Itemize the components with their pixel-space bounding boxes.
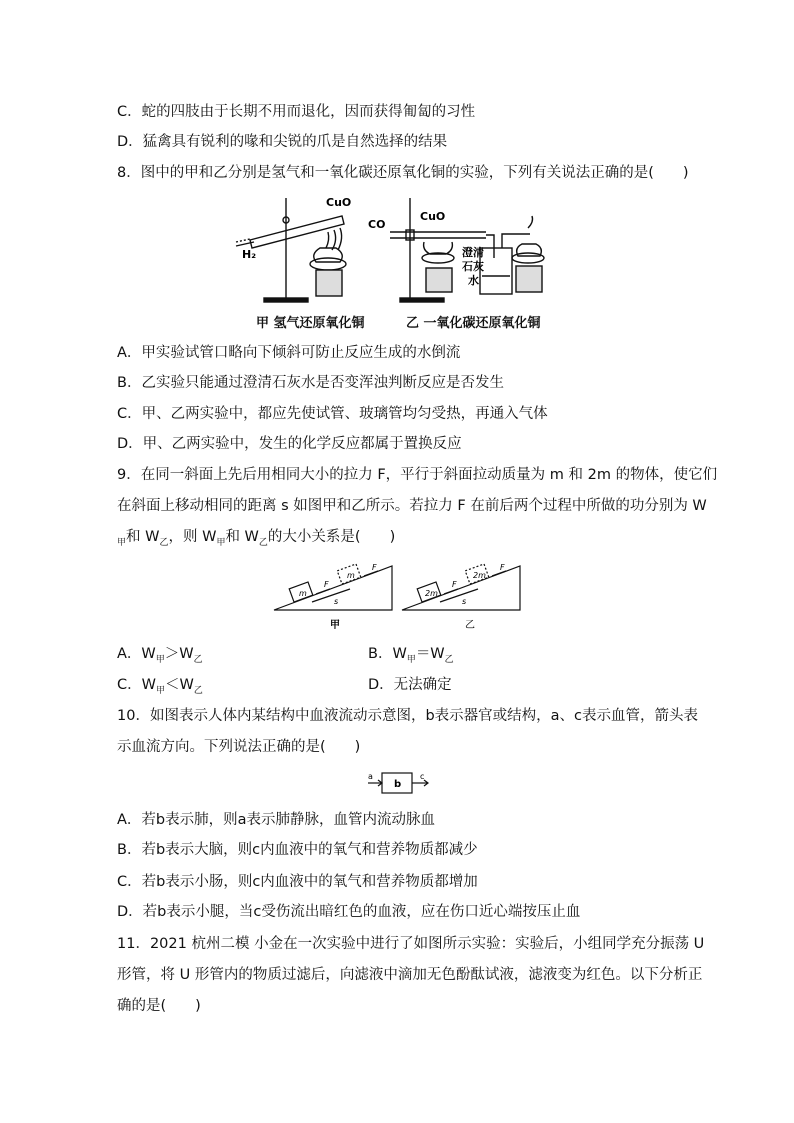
- q9-option-c: C．$W_甲<W_乙$: [117, 677, 203, 696]
- q8-option-d: D．甲、乙两实验中，发生的化学反应都属于置换反应: [117, 436, 462, 452]
- q10-blood-flow-figure: [362, 771, 434, 795]
- fig-label-co: CO: [368, 218, 386, 231]
- q11-line-1: 11．2021 杭州二模 小金在一次实验中进行了如图所示实验：实验后，小组同学充分振荡 U: [117, 936, 705, 952]
- q10-option-a: A．若b表示肺，则a表示肺静脉，血管内流动脉血: [117, 812, 436, 828]
- fig-label-h2: H₂: [242, 248, 257, 261]
- q10-line-1: 10．如图表示人体内某结构中血液流动示意图，b表示器官或结构，a、c表示血管，箭头表: [117, 708, 699, 724]
- fig-s-b: s: [462, 597, 467, 606]
- q8-caption-b: 乙 一氧化碳还原氧化铜: [406, 316, 541, 331]
- fig-m-b: m: [347, 571, 355, 580]
- q9-option-a: A．$W_甲>W_乙$: [117, 646, 203, 665]
- q7-option-d: D．猛禽具有锐利的喙和尖锐的爪是自然选择的结果: [117, 134, 448, 150]
- q9-line-3: $_甲$和 $W_乙$，则 $W_甲$和 $W_乙$的大小关系是( ): [117, 529, 396, 548]
- fig-s-a: s: [334, 597, 339, 606]
- q7-option-c: C．蛇的四肢由于长期不用而退化，因而获得匍匐的习性: [117, 104, 476, 120]
- q10-option-d: D．若b表示小腿，当c受伤流出暗红色的血液，应在伤口近心端按压止血: [117, 904, 581, 920]
- fig-caption-yi: 乙: [465, 620, 475, 631]
- q8-option-a: A．甲实验试管口略向下倾斜可防止反应生成的水倒流: [117, 345, 461, 361]
- q9-line-1: 9．在同一斜面上先后用相同大小的拉力 F，平行于斜面拉动质量为 m 和 2m 的物体，使它们: [117, 467, 718, 483]
- fig-f-a1: F: [324, 580, 329, 589]
- fig-f-b1: F: [452, 580, 457, 589]
- q8-option-c: C．甲、乙两实验中，都应先使试管、玻璃管均匀受热，再通入气体: [117, 406, 548, 422]
- q9-incline-figure: [272, 562, 522, 632]
- q10-option-c: C．若b表示小肠，则c内血液中的氧气和营养物质都增加: [117, 874, 478, 890]
- fig-label-limewater-3: 水: [468, 274, 479, 287]
- fig-2m-b: 2m: [473, 571, 486, 580]
- fig-2m-a: 2m: [425, 589, 438, 598]
- q8-caption-a: 甲 氢气还原氧化铜: [256, 316, 365, 331]
- fig-label-limewater-2: 石灰: [462, 260, 484, 273]
- fig-c-label: c: [420, 772, 425, 781]
- fig-caption-jia: 甲: [330, 620, 340, 631]
- q9-option-d: D．无法确定: [368, 677, 452, 693]
- fig-label-limewater-1: 澄清: [462, 246, 484, 259]
- q10-line-2: 示血流方向。下列说法正确的是( ): [117, 739, 361, 755]
- fig-a-label: a: [368, 772, 373, 781]
- q8-apparatus-figure: [230, 192, 570, 308]
- fig-label-cuo-a: CuO: [326, 196, 352, 209]
- fig-label-cuo-b: CuO: [420, 210, 446, 223]
- q11-line-3: 确的是( ): [117, 998, 201, 1014]
- fig-f-a2: F: [372, 563, 377, 572]
- fig-b-label: b: [394, 779, 402, 790]
- q10-option-b: B．若b表示大脑，则c内血液中的氧气和营养物质都减少: [117, 842, 478, 858]
- fig-f-b2: F: [500, 563, 505, 572]
- q9-line-2: 在斜面上移动相同的距离 s 如图甲和乙所示。若拉力 F 在前后两个过程中所做的功分别为 W: [117, 498, 707, 514]
- q9-option-b: B．$W_甲=W_乙$: [368, 646, 454, 665]
- q8-stem: 8．图中的甲和乙分别是氢气和一氧化碳还原氧化铜的实验，下列有关说法正确的是( ): [117, 165, 689, 181]
- q9-sub-jia: 甲: [117, 537, 127, 548]
- q8-option-b: B．乙实验只能通过澄清石灰水是否变浑浊判断反应是否发生: [117, 375, 504, 391]
- q11-line-2: 形管，将 U 形管内的物质过滤后，向滤液中滴加无色酚酞试液，滤液变为红色。以下分析正: [117, 967, 703, 983]
- fig-m-a: m: [299, 589, 307, 598]
